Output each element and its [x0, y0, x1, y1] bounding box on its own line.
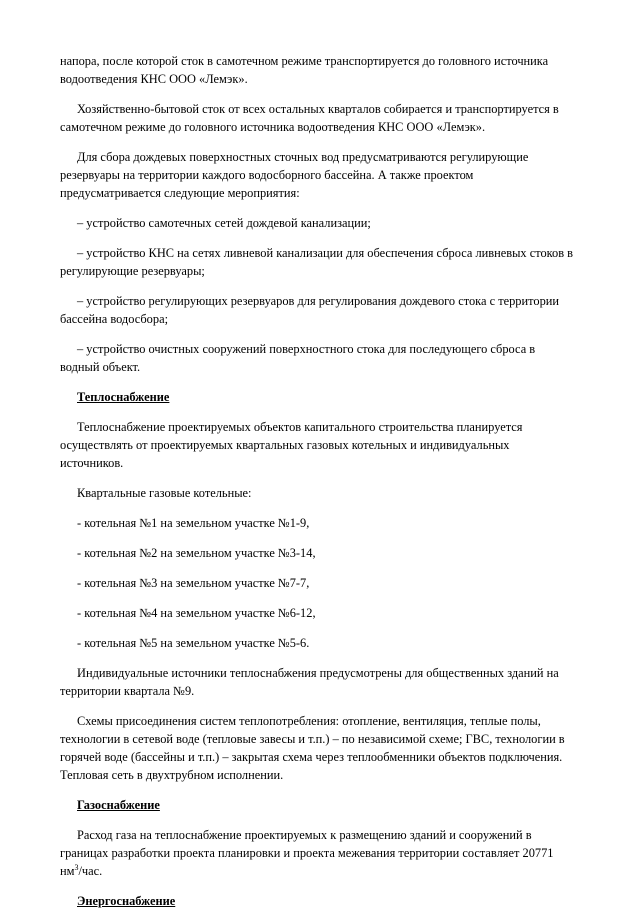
text-line: – устройство регулирующих резервуаров для регулирования дождевого стока с территории — [77, 294, 560, 308]
text-line: горячей воде (бассейны и т.п.) – закрытая схема через теплообменники объектов подключения. — [60, 750, 563, 764]
text-line: Теплоснабжение проектируемых объектов капитального строительства планируется — [77, 420, 523, 434]
list-item — [60, 544, 596, 562]
text-line: предусматривается следующие мероприятия: — [60, 186, 300, 200]
text-line: - котельная №4 на земельном участке №6-12, — [77, 606, 316, 620]
text-line: осуществлять от проектируемых квартальных газовых котельных и индивидуальных — [60, 438, 510, 452]
paragraph — [60, 214, 596, 232]
text-line: границах разработки проекта планировки и проекта межевания территории составляет 20771 — [60, 846, 554, 860]
paragraph — [60, 484, 596, 502]
list-item — [60, 514, 596, 532]
text-line: – устройство очистных сооружений поверхностного стока для последующего сброса в — [77, 342, 536, 356]
text-line: Тепловая сеть в двухтрубном исполнении. — [60, 768, 284, 782]
text-line: - котельная №2 на земельном участке №3-14, — [77, 546, 316, 560]
text-line: - котельная №1 на земельном участке №1-9, — [77, 516, 310, 530]
text-line: водный объект. — [60, 360, 141, 374]
paragraph — [60, 292, 596, 328]
text-line: резервуары на территории каждого водосборного бассейна. А также проектом — [60, 168, 474, 182]
document-page — [60, 52, 596, 922]
text-line: Для сбора дождевых поверхностных сточных вод предусматриваются регулирующие — [77, 150, 529, 164]
paragraph — [60, 52, 596, 88]
list-item — [60, 574, 596, 592]
text-line: Расход газа на теплоснабжение проектируемых к размещению зданий и сооружений в — [77, 828, 532, 842]
text-line: территории квартала №9. — [60, 684, 195, 698]
text-line: бассейна водосбора; — [60, 312, 169, 326]
paragraph — [60, 664, 596, 700]
text-line: регулирующие резервуары; — [60, 264, 205, 278]
list-title: Квартальные газовые котельные: — [77, 486, 252, 500]
list-item — [60, 604, 596, 622]
text-line: Хозяйственно-бытовой сток от всех остальных кварталов собирается и транспортируется в — [77, 102, 559, 116]
text-line: водоотведения КНС ООО «Лемэк». — [60, 72, 248, 86]
list-item — [60, 634, 596, 652]
section-heading-energy: Энергоснабжение — [77, 894, 176, 908]
text-line: самотечном режиме до головного источника водоотведения КНС ООО «Лемэк». — [60, 120, 486, 134]
section-heading-gas: Газоснабжение — [77, 798, 160, 812]
paragraph — [60, 244, 596, 280]
text-line: - котельная №5 на земельном участке №5-6. — [77, 636, 310, 650]
text-line: напора, после которой сток в самотечном режиме транспортируется до головного источника — [60, 54, 549, 68]
text-line: – устройство КНС на сетях ливневой канализации для обеспечения сброса ливневых стоков в — [77, 246, 574, 260]
text-line: технологии в сетевой воде (тепловые завесы и т.п.) – по независимой схеме; ГВС, технологии в — [60, 732, 565, 746]
paragraph — [60, 100, 596, 136]
paragraph — [60, 340, 596, 376]
section-heading-heat: Теплоснабжение — [77, 390, 170, 404]
paragraph — [60, 418, 596, 472]
paragraph — [60, 826, 596, 880]
text-line: Индивидуальные источники теплоснабжения предусмотрены для общественных зданий на — [77, 666, 559, 680]
text-line: – устройство самотечных сетей дождевой канализации; — [77, 216, 371, 230]
text-line: - котельная №3 на земельном участке №7-7, — [77, 576, 310, 590]
unit-suffix: /час. — [78, 864, 103, 878]
text-line: Схемы присоединения систем теплопотребления: отопление, вентиляция, теплые полы, — [77, 714, 541, 728]
paragraph — [60, 712, 596, 784]
unit-superscript: 3 — [74, 862, 79, 872]
unit-prefix: нм — [60, 864, 75, 878]
paragraph — [60, 148, 596, 202]
text-line: источников. — [60, 456, 124, 470]
text-line — [60, 862, 596, 880]
